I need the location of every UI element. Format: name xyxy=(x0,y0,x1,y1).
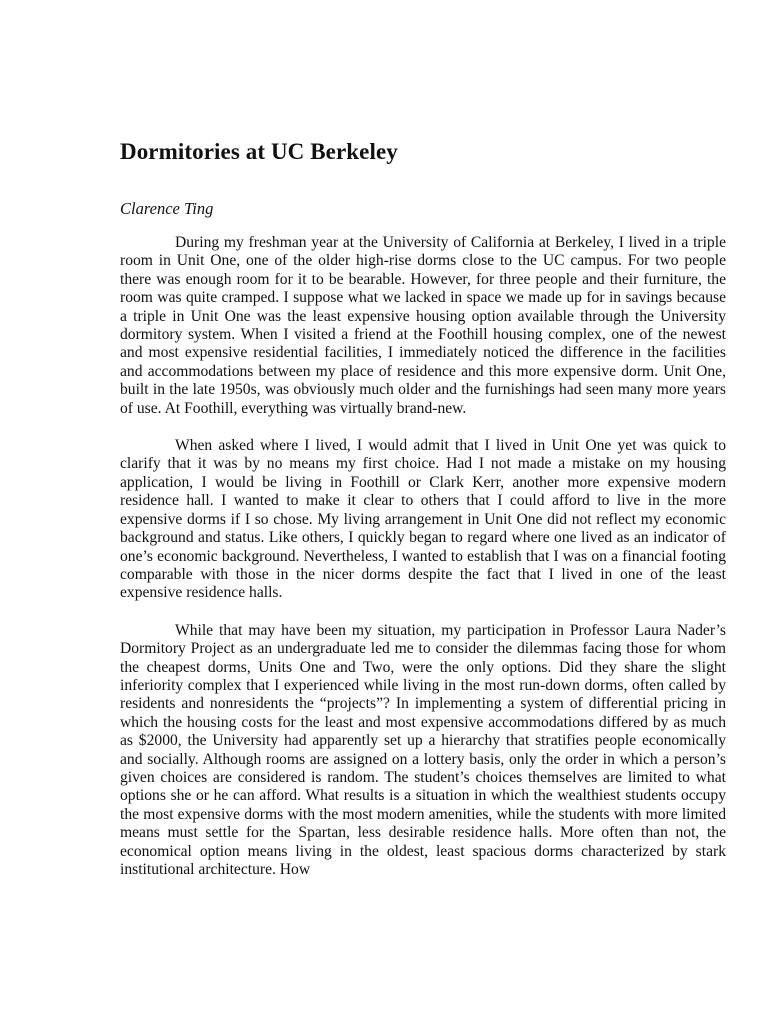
document-body xyxy=(120,234,726,898)
document-title: Dormitories at UC Berkeley xyxy=(120,139,398,164)
body-paragraph: During my freshman year at the University of California at Berkeley, I lived in a triple room in Unit One, one of the older high-rise dorms close to the UC campus. For two people there was enough room for it to be bearable. However, for three people and their furniture, the room was quite cramped. I suppose what we lacked in space we made up for in savings because a triple in Unit One was the least expensive housing option available through the University dormitory system. When I visited a friend at the Foothill housing complex, one of the newest and most expensive residential facilities, I immediately noticed the difference in the facilities and accommodations between my place of residence and this more expensive dorm. Unit One, built in the late 1950s, was obviously much older and the furnishings had seen many more years of use. At Foothill, everything was virtually brand-new. xyxy=(120,234,726,417)
author-name: Clarence Ting xyxy=(120,199,214,218)
body-paragraph: While that may have been my situation, my participation in Professor Laura Nader’s Dormitory Project as an undergraduate led me to consider the dilemmas facing those for whom the cheapest dorms, Units One and Two, were the only options. Did they share the slight inferiority complex that I experienced while living in the most run-down dorms, often called by residents and nonresidents the “projects”? In implementing a system of differential pricing in which the housing costs for the least and most expensive accommodations differed by as much as $2000, the University had apparently set up a hierarchy that stratifies people economically and socially. Although rooms are assigned on a lottery basis, only the order in which a person’s given choices are considered is random. The student’s choices themselves are limited to what options she or he can afford. What results is a situation in which the wealthiest students occupy the most expensive dorms with the most modern amenities, while the students with more limited means must settle for the Spartan, less desirable residence halls. More often than not, the economical option means living in the oldest, least spacious dorms characterized by stark institutional architecture. How xyxy=(120,621,726,878)
body-paragraph: When asked where I lived, I would admit that I lived in Unit One yet was quick to clarify that it was by no means my first choice. Had I not made a mistake on my housing application, I would be living in Foothill or Clark Kerr, another more expensive modern residence hall. I wanted to make it clear to others that I could afford to live in the more expensive dorms if I so chose. My living arrangement in Unit One did not reflect my economic background and status. Like others, I quickly began to regard where one lived as an indicator of one’s economic background. Nevertheless, I wanted to establish that I was on a financial footing comparable with those in the nicer dorms despite the fact that I lived in one of the least expensive residence halls. xyxy=(120,437,726,602)
